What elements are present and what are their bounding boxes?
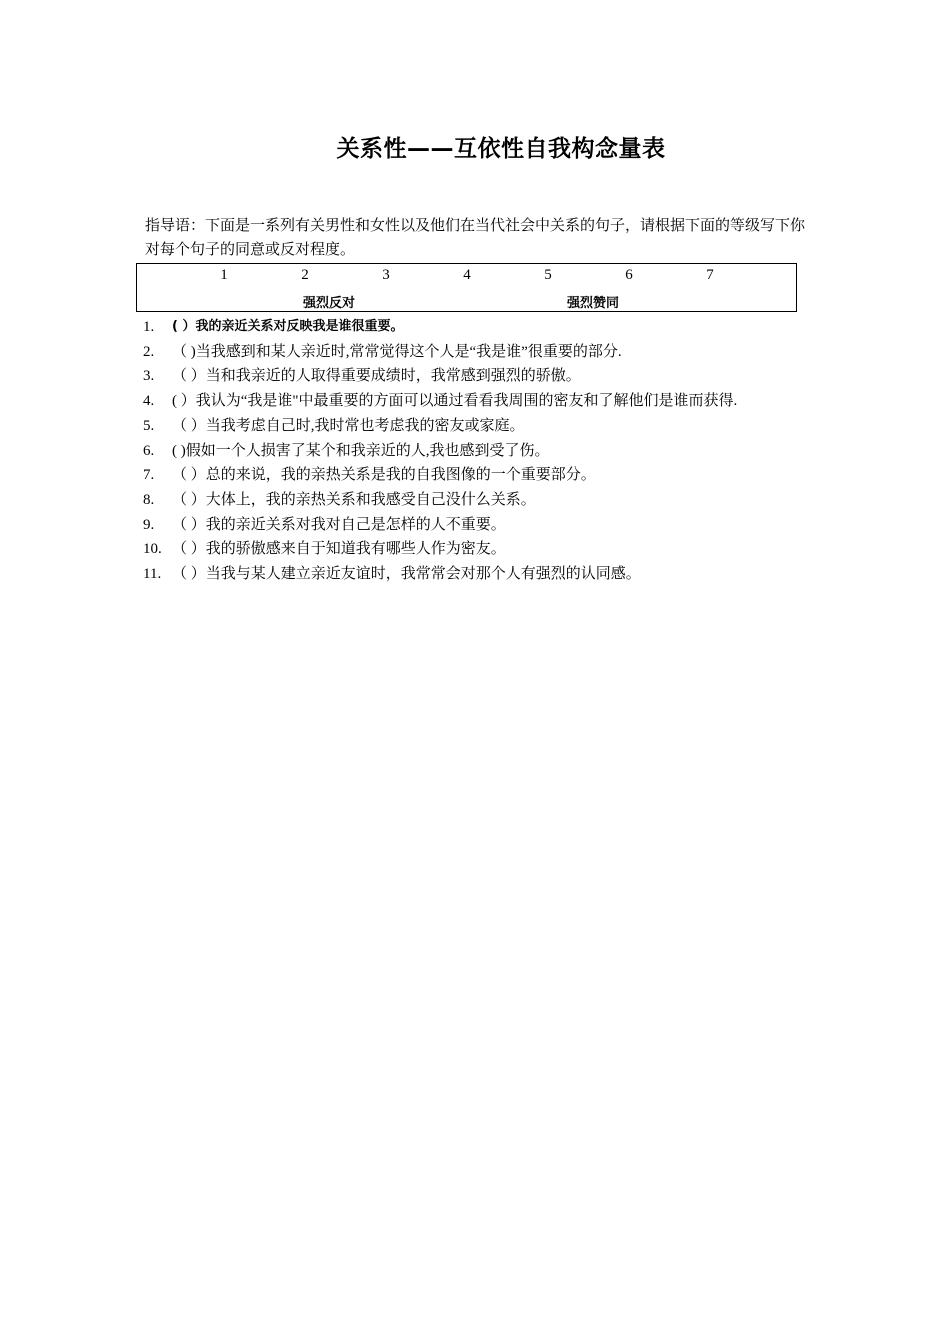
scale-left-anchor: 强烈反对 — [303, 296, 356, 311]
item-text: ( )假如一个人损害了某个和我亲近的人,我也感到受了伤。 — [172, 442, 550, 459]
item-number: 11. — [143, 566, 162, 583]
item-text: （ ）总的来说，我的亲热关系是我的自我图像的一个重要部分。 — [172, 467, 596, 484]
list-item — [143, 315, 815, 340]
item-number: 2. — [143, 343, 155, 360]
list-item — [143, 389, 815, 414]
item-number: 5. — [143, 417, 155, 434]
scale-number-1: 1 — [220, 267, 228, 283]
item-number: 8. — [143, 491, 155, 508]
questionnaire-items — [143, 315, 815, 587]
item-text: （ )当我感到和某人亲近时,常常觉得这个人是“我是谁”很重要的部分. — [172, 343, 622, 360]
item-text: （ ）当和我亲近的人取得重要成绩时，我常感到强烈的骄傲。 — [172, 368, 581, 385]
item-number: 1. — [143, 319, 155, 335]
item-text: （ ）当我考虑自己时,我时常也考虑我的密友或家庭。 — [172, 417, 525, 434]
list-item — [143, 364, 815, 389]
scale-number-7: 7 — [706, 267, 714, 283]
instructions-paragraph: 指导语：下面是一系列有关男性和女性以及他们在当代社会中关系的句子，请根据下面的等级写下你对每个句子的同意或反对程度。 — [145, 218, 806, 258]
list-item — [143, 513, 815, 538]
list-item — [143, 562, 815, 587]
item-number: 3. — [143, 368, 155, 385]
item-text: ( ）我认为“我是谁"中最重要的方面可以通过看看我周围的密友和了解他们是谁而获得. — [172, 393, 738, 410]
item-number: 7. — [143, 467, 155, 484]
list-item — [143, 340, 815, 365]
scale-number-4: 4 — [463, 267, 471, 283]
item-text: （ ）当我与某人建立亲近友谊时，我常常会对那个人有强烈的认同感。 — [172, 566, 641, 583]
page-title: 关系性——互依性自我构念量表 — [336, 136, 666, 162]
scale-number-3: 3 — [382, 267, 390, 283]
list-item — [143, 488, 815, 513]
scale-number-5: 5 — [544, 267, 552, 283]
item-text: ( ）我的亲近关系对反映我是谁很重要。 — [172, 319, 404, 334]
list-item — [143, 463, 815, 488]
scale-number-2: 2 — [301, 267, 309, 283]
item-number: 6. — [143, 442, 155, 459]
rating-scale — [136, 263, 797, 312]
item-number: 9. — [143, 516, 155, 533]
scale-right-anchor: 强烈赞同 — [567, 296, 620, 311]
item-number: 10. — [143, 541, 162, 558]
item-text: （ ）我的亲近关系对我对自己是怎样的人不重要。 — [172, 516, 506, 533]
item-text: （ ）我的骄傲感来自于知道我有哪些人作为密友。 — [172, 541, 506, 558]
item-number: 4. — [143, 393, 155, 410]
item-text: （ ）大体上，我的亲热关系和我感受自己没什么关系。 — [172, 491, 536, 508]
list-item — [143, 439, 815, 464]
list-item — [143, 537, 815, 562]
list-item — [143, 414, 815, 439]
scale-number-6: 6 — [625, 267, 633, 283]
